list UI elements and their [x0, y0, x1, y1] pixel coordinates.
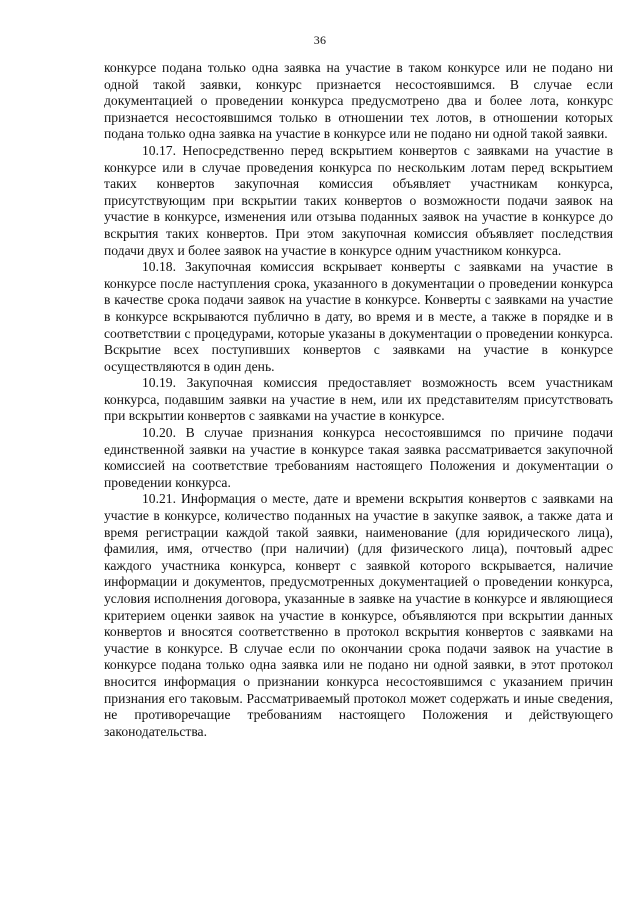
paragraph-clause-10-19: 10.19. Закупочная комиссия предоставляет возможность всем участникам конкурса, подавшим заявки на участие в нем, или их представителям присутствовать при вскрытии конвертов с заявками на участие в конкурсе. [104, 375, 613, 424]
paragraph-clause-10-20: 10.20. В случае признания конкурса несостоявшимся по причине подачи единственной заявки на участие в конкурсе такая заявка рассматривается закупочной комиссией на соответствие требованиям настоящего Положения и документации о проведении конкурса. [104, 425, 613, 490]
paragraph-continuation: конкурсе подана только одна заявка на участие в таком конкурсе или не подано ни одной такой заявки, конкурс признается несостоявшимся. В случае если документацией о проведении конкурса предусмотрено два и более лота, конкурс признается несостоявшимся только в отношении тех лотов, в отношении которых подана только одна заявка на участие в конкурсе или не подано ни одной такой заявки. [104, 60, 613, 142]
paragraph-clause-10-21: 10.21. Информация о месте, дате и времени вскрытия конвертов с заявками на участие в конкурсе, количество поданных на участие в закупке заявок, а также дата и время регистрации каждой такой заявки, наименование (для юридического лица), фамилия, имя, отчество (при наличии) (для физического лица), почтовый адрес каждого участника конкурса, конверт с заявкой которого вскрывается, наличие информации и документов, предусмотренных документацией о проведении конкурса, условия исполнения договора, указанные в заявке на участие в конкурсе и являющиеся критерием оценки заявок на участие в конкурсе, объявляются при вскрытии данных конвертов и вносятся соответственно в протокол вскрытия конвертов с заявками на участие в конкурсе. В случае если по окончании срока подачи заявок на участие в конкурсе подана только одна заявка или не подано ни одной заявки, в этот протокол вносится информация о признании конкурса несостоявшимся с указанием причин признания его таковым. Рассматриваемый протокол может содержать и иные сведения, не противоречащие требованиям настоящего Положения и действующего законодательства. [104, 491, 613, 739]
paragraph-clause-10-18: 10.18. Закупочная комиссия вскрывает конверты с заявками на участие в конкурсе после наступления срока, указанного в документации о проведении конкурса в качестве срока подачи заявок на участие в конкурсе. Конверты с заявками на участие в конкурсе вскрываются публично в дату, во время и в месте, а также в порядке и в соответствии с процедурами, которые указаны в документации о проведении конкурса. Вскрытие всех поступивших конвертов с заявками на участие в конкурсе осуществляются в один день. [104, 259, 613, 374]
paragraph-clause-10-17: 10.17. Непосредственно перед вскрытием конвертов с заявками на участие в конкурсе или в случае проведения конкурса по нескольким лотам перед вскрытием таких конвертов закупочная комиссия объявляет участникам конкурса, присутствующим при вскрытии таких конвертов о возможности подачи заявок на участие в конкурсе, изменения или отзыва поданных заявок на участие в конкурсе до вскрытия таких конвертов. При этом закупочная комиссия объявляет последствия подачи двух и более заявок на участие в конкурсе одним участником конкурса. [104, 142, 613, 258]
document-body [104, 60, 613, 740]
page-number: 36 [313, 33, 327, 47]
